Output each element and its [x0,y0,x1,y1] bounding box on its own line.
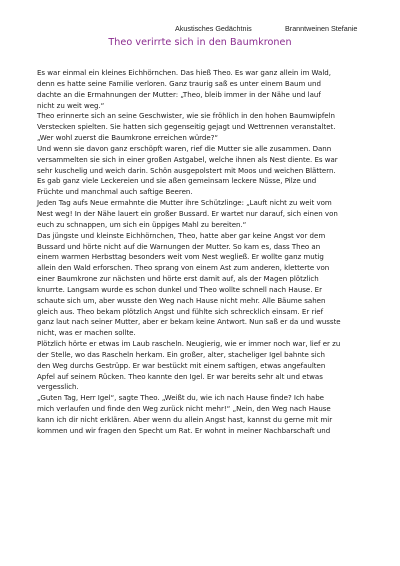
story-line: kann ich dir nicht erklären. Aber wenn du allein Angst hast, kannst du gerne mit mir [37,415,333,424]
story-line: mich verlaufen und finde den Weg zurück nicht mehr!“ „Nein, den Weg nach Hause [37,404,331,414]
story-line: kommen und wir fragen den Specht um Rat. Er wohnt in meiner Nachbarschaft und [37,425,331,435]
story-title: Theo verirrte sich in den Baumkronen [108,37,292,48]
story-line: vergesslich. [37,382,79,392]
story-line: Theo erinnerte sich an seine Geschwister, wie sie fröhlich in den hohen Baumwipfeln [37,111,335,121]
story-body [37,68,377,437]
story-line: ganz laut nach seiner Mutter, aber er bekam keine Antwort. Nun saß er da und wusste [37,317,341,327]
story-line: Das jüngste und kleinste Eichhörnchen, Theo, hatte aber gar keine Angst vor dem [37,230,326,240]
header-subject: Akustisches Gedächtnis [175,24,252,33]
story-line: gleich aus. Theo bekam plötzlich Angst und fühlte sich schrecklich einsam. Er rief [37,306,324,316]
story-line: Und wenn sie davon ganz erschöpft waren, rief die Mutter sie alle zusammen. Dann [37,143,332,153]
story-line: schaute sich um, aber wusste den Weg nach Hause nicht mehr. Alle Bäume sahen [37,295,326,305]
header-author: Branntweinen Stefanie [285,24,358,33]
story-line: Bussard und hörte nicht auf die Warnungen der Mutter. So kam es, dass Theo an [37,241,321,251]
story-line: Es gab ganz viele Leckereien und sie aßen gemeinsam leckere Nüsse, Pilze und [37,176,317,186]
story-line: euch zu schnappen, um sich ein üppiges Mahl zu bereiten.“ [37,219,247,229]
story-line: Apfel auf seinem Rücken. Theo kannte den Igel. Er war bereits sehr alt und etwas [37,371,323,381]
story-line: denn es hatte seine Familie verloren. Ganz traurig saß es unter einem Baum und [37,78,321,88]
story-line: nicht zu weit weg.“ [37,100,105,110]
story-line: einem warmen Herbsttag besonders weit vom Nest wegließ. Er wollte ganz mutig [37,252,324,262]
story-line: Jeden Tag aufs Neue ermahnte die Mutter ihre Schützlinge: „Lauft nicht zu weit vom [37,198,332,208]
page-header [0,24,400,36]
story-line: einer Baumkrone zur nächsten und hörte erst damit auf, als der Magen plötzlich [37,274,319,284]
story-line: Plötzlich hörte er etwas im Laub rascheln. Neugierig, wie er immer noch war, lief er zu [37,339,341,349]
story-line: allein den Wald erforschen. Theo sprang von einem Ast zum anderen, kletterte von [37,263,330,273]
story-line: Es war einmal ein kleines Eichhörnchen. Das hieß Theo. Es war ganz allein im Wald, [37,68,331,77]
story-line: Nest weg! In der Nähe lauert ein großer Bussard. Er wartet nur darauf, sich einen von [37,208,338,218]
story-line: „Guten Tag, Herr Igel“, sagte Theo. „Weißt du, wie ich nach Hause finde? Ich habe [37,393,324,403]
story-line: der Stelle, wo das Rascheln herkam. Ein großer, alter, stacheliger Igel bahnte sich [37,349,325,359]
story-line: „Wer wohl zuerst die Baumkrone erreichen würde?“ [37,133,219,143]
story-line: knurrte. Langsam wurde es schon dunkel und Theo wollte schnell nach Hause. Er [37,284,322,294]
story-line: sehr kuschelig und weich darin. Schön ausgepolstert mit Moos und weichen Blättern. [37,165,336,175]
story-line: versammelten sie sich in einer großen Astgabel, welche ihnen als Nest diente. Es war [37,154,338,164]
story-line: nicht, was er machen sollte. [37,328,136,338]
story-line: Verstecken spielten. Sie hatten sich gegenseitig gejagt und Wettrennen veranstaltet. [37,122,336,132]
story-line: den Weg durchs Gestrüpp. Er war bestückt mit einem saftigen, etwas angefaulten [37,360,326,370]
story-line: Früchte und manchmal auch saftige Beeren. [37,187,193,197]
story-line: dachte an die Ermahnungen der Mutter: „Theo, bleib immer in der Nähe und lauf [37,89,321,99]
